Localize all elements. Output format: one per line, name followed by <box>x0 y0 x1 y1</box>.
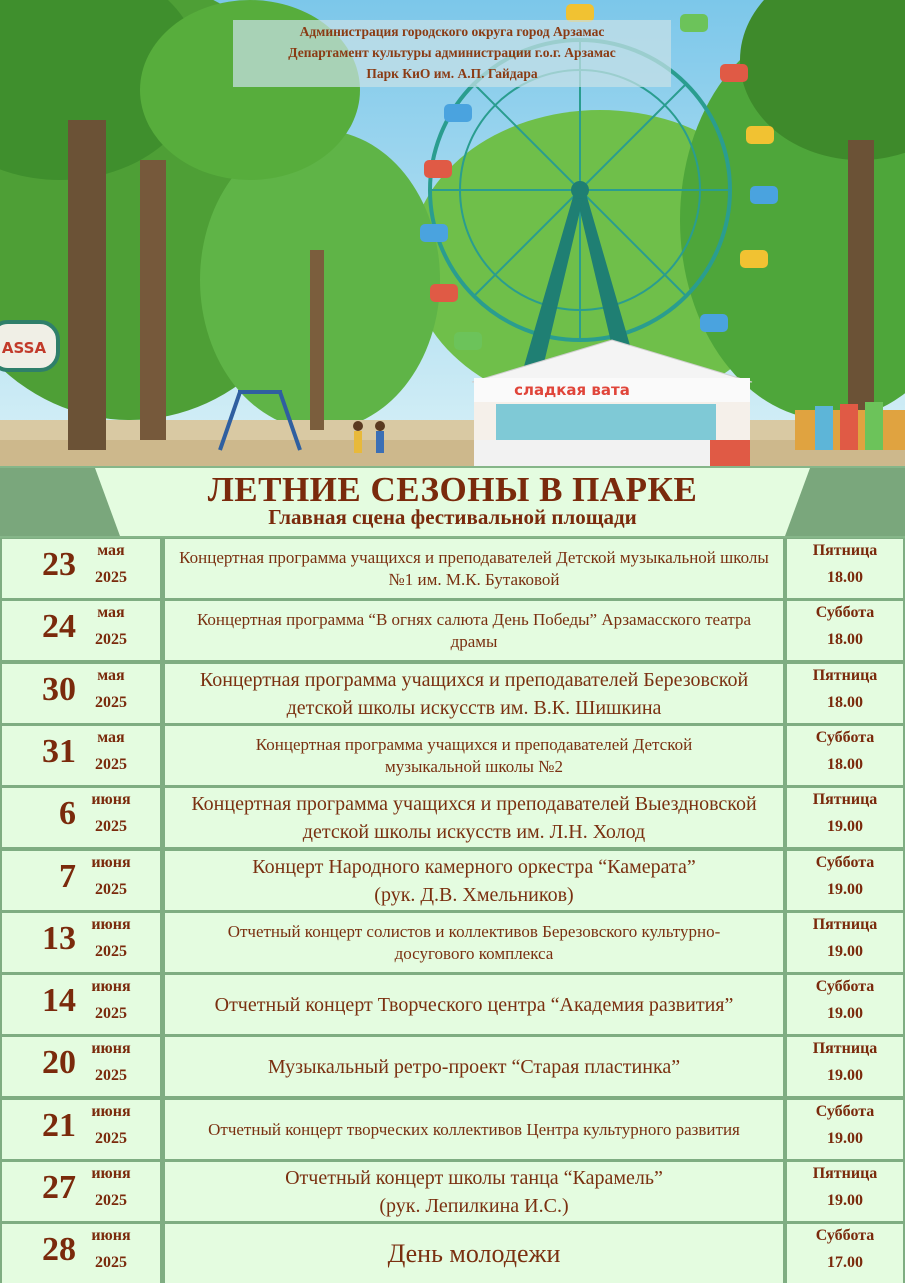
event-date-cell <box>2 1100 160 1159</box>
schedule-row <box>0 1224 905 1283</box>
event-date-cell <box>2 726 160 785</box>
event-weekday: Суббота <box>815 1103 875 1120</box>
event-time: 19.00 <box>827 881 863 898</box>
event-weekday-cell <box>787 1224 903 1283</box>
schedule-row <box>0 1162 905 1221</box>
event-description-cell <box>165 664 783 723</box>
event-day: 31 <box>42 733 76 770</box>
event-time: 19.00 <box>827 1192 863 1209</box>
event-description-line: (рук. Лепилкина И.С.) <box>379 1194 569 1217</box>
event-weekday: Суббота <box>815 1227 875 1244</box>
event-description <box>177 790 770 846</box>
event-weekday: Пятница <box>812 791 878 808</box>
event-day: 14 <box>42 982 76 1019</box>
event-weekday: Пятница <box>812 1165 878 1182</box>
event-time: 19.00 <box>827 1005 863 1022</box>
event-description <box>374 1238 575 1268</box>
event-time: 18.00 <box>827 694 863 711</box>
event-description-cell <box>165 601 783 660</box>
event-description <box>238 853 709 909</box>
event-description-cell <box>165 788 783 847</box>
event-description-line: Концерт Народного камерного оркестра “Камерата” <box>252 855 696 878</box>
event-day: 23 <box>42 546 76 583</box>
event-day: 6 <box>59 795 76 832</box>
event-month: мая <box>97 604 125 621</box>
event-day: 20 <box>42 1044 76 1081</box>
event-date-cell <box>2 601 160 660</box>
event-time: 18.00 <box>827 756 863 773</box>
event-weekday: Пятница <box>812 916 878 933</box>
event-description <box>254 1053 694 1081</box>
page-title: ЛЕТНИЕ СЕЗОНЫ В ПАРКЕ <box>207 470 698 509</box>
event-year: 2025 <box>95 569 127 586</box>
event-description-line: День молодежи <box>387 1238 561 1268</box>
event-day: 7 <box>59 858 76 895</box>
schedule-row <box>0 913 905 972</box>
event-description-line: музыкальной школы №2 <box>385 756 563 776</box>
event-day: 24 <box>42 608 76 645</box>
event-day: 28 <box>42 1231 76 1268</box>
event-weekday: Пятница <box>812 667 878 684</box>
event-month: июня <box>91 1040 131 1057</box>
event-description <box>214 921 735 965</box>
event-date-cell <box>2 1162 160 1221</box>
event-date-cell <box>2 788 160 847</box>
kiosk-sign: сладкая вата <box>514 381 630 399</box>
event-time: 19.00 <box>827 943 863 960</box>
event-month: мая <box>97 667 125 684</box>
event-description <box>165 609 783 653</box>
event-description <box>165 547 783 591</box>
schedule-row <box>0 539 905 598</box>
event-description <box>194 1119 754 1141</box>
event-time: 18.00 <box>827 569 863 586</box>
event-description-cell <box>165 726 783 785</box>
schedule-row <box>0 601 905 660</box>
page-subtitle: Главная сцена фестивальной площади <box>268 505 637 529</box>
event-year: 2025 <box>95 818 127 835</box>
event-month: июня <box>91 978 131 995</box>
event-month: июня <box>91 1165 131 1182</box>
event-description-line: Отчетный концерт Творческого центра “Академия развития” <box>214 993 734 1016</box>
event-year: 2025 <box>95 943 127 960</box>
event-day: 30 <box>42 671 76 708</box>
event-weekday-cell <box>787 726 903 785</box>
event-weekday-cell <box>787 788 903 847</box>
event-weekday: Суббота <box>815 729 875 746</box>
event-weekday: Суббота <box>815 854 875 871</box>
event-month: июня <box>91 1227 131 1244</box>
event-date-cell <box>2 664 160 723</box>
schedule-row <box>0 788 905 847</box>
event-description-line: досугового комплекса <box>394 943 554 963</box>
event-time: 19.00 <box>827 1130 863 1147</box>
event-description-line: Отчетный концерт творческих коллективов Центра культурного развития <box>208 1119 740 1139</box>
event-year: 2025 <box>95 694 127 711</box>
event-month: июня <box>91 1103 131 1120</box>
organizer-line-2: Департамент культуры администрации г.о.г. Арзамас <box>288 45 616 60</box>
event-date-cell <box>2 539 160 598</box>
event-description-cell <box>165 1162 783 1221</box>
event-time: 18.00 <box>827 631 863 648</box>
event-month: мая <box>97 729 125 746</box>
event-month: мая <box>97 542 125 559</box>
event-year: 2025 <box>95 1005 127 1022</box>
schedule-row <box>0 664 905 723</box>
organizer-line-3: Парк КиО им. А.П. Гайдара <box>366 66 538 81</box>
schedule-row <box>0 726 905 785</box>
event-time: 19.00 <box>827 818 863 835</box>
event-description-line: детской школы искусств им. В.К. Шишкина <box>286 696 662 719</box>
organizer-box <box>233 20 671 87</box>
event-day: 21 <box>42 1107 76 1144</box>
event-month: июня <box>91 791 131 808</box>
schedule-row <box>0 1100 905 1159</box>
event-description <box>201 991 748 1019</box>
event-description <box>186 666 762 722</box>
schedule-row <box>0 1037 905 1096</box>
schedule-row <box>0 975 905 1034</box>
event-description-cell <box>165 1224 783 1283</box>
event-date-cell <box>2 1037 160 1096</box>
event-description-line: Концертная программа учащихся и преподавателей Детской музыкальной школы №1 им. М.К. Бутаковой <box>179 547 769 589</box>
event-description-cell <box>165 913 783 972</box>
event-description-line: Отчетный концерт школы танца “Карамель” <box>285 1166 663 1189</box>
event-month: июня <box>91 916 131 933</box>
event-date-cell <box>2 1224 160 1283</box>
event-year: 2025 <box>95 1130 127 1147</box>
event-weekday-cell <box>787 1100 903 1159</box>
event-weekday-cell <box>787 539 903 598</box>
event-weekday-cell <box>787 1162 903 1221</box>
event-weekday-cell <box>787 851 903 910</box>
event-time: 17.00 <box>827 1254 863 1271</box>
event-weekday-cell <box>787 975 903 1034</box>
event-description-line: Концертная программа учащихся и преподавателей Березовской <box>199 668 749 691</box>
event-weekday: Суббота <box>815 604 875 621</box>
event-description-cell <box>165 539 783 598</box>
event-day: 13 <box>42 920 76 957</box>
event-description-cell <box>165 1100 783 1159</box>
event-weekday: Суббота <box>815 978 875 995</box>
event-month: июня <box>91 854 131 871</box>
event-description-line: (рук. Д.В. Хмельников) <box>374 883 574 906</box>
event-description-cell <box>165 1037 783 1096</box>
event-weekday-cell <box>787 601 903 660</box>
event-description-cell <box>165 851 783 910</box>
event-year: 2025 <box>95 1254 127 1271</box>
event-description-line: детской школы искусств им. Л.Н. Холод <box>302 820 646 843</box>
event-year: 2025 <box>95 1192 127 1209</box>
event-description-line: Концертная программа учащихся и преподавателей Выездновской <box>191 792 757 815</box>
event-description <box>242 734 706 778</box>
event-year: 2025 <box>95 1067 127 1084</box>
gate-sign-text: ASSA <box>1 339 47 357</box>
event-weekday: Пятница <box>812 1040 878 1057</box>
event-year: 2025 <box>95 631 127 648</box>
event-date-cell <box>2 913 160 972</box>
event-description-line: Концертная программа учащихся и преподавателей Детской <box>255 734 693 754</box>
event-date-cell <box>2 975 160 1034</box>
event-weekday-cell <box>787 913 903 972</box>
event-weekday-cell <box>787 1037 903 1096</box>
event-weekday-cell <box>787 664 903 723</box>
event-weekday: Пятница <box>812 542 878 559</box>
organizer-line-1: Администрация городского округа город Арзамас <box>299 24 605 39</box>
event-description <box>271 1164 677 1220</box>
event-description-line: Музыкальный ретро-проект “Старая пластинка” <box>267 1055 681 1078</box>
event-year: 2025 <box>95 756 127 773</box>
event-day: 27 <box>42 1169 76 1206</box>
event-date-cell <box>2 851 160 910</box>
event-description-cell <box>165 975 783 1034</box>
schedule-row <box>0 851 905 910</box>
event-description-line: Концертная программа “В огнях салюта День Победы” Арзамасского театра драмы <box>196 609 752 651</box>
event-time: 19.00 <box>827 1067 863 1084</box>
event-description-line: Отчетный концерт солистов и коллективов Березовского культурно- <box>227 921 721 941</box>
event-year: 2025 <box>95 881 127 898</box>
